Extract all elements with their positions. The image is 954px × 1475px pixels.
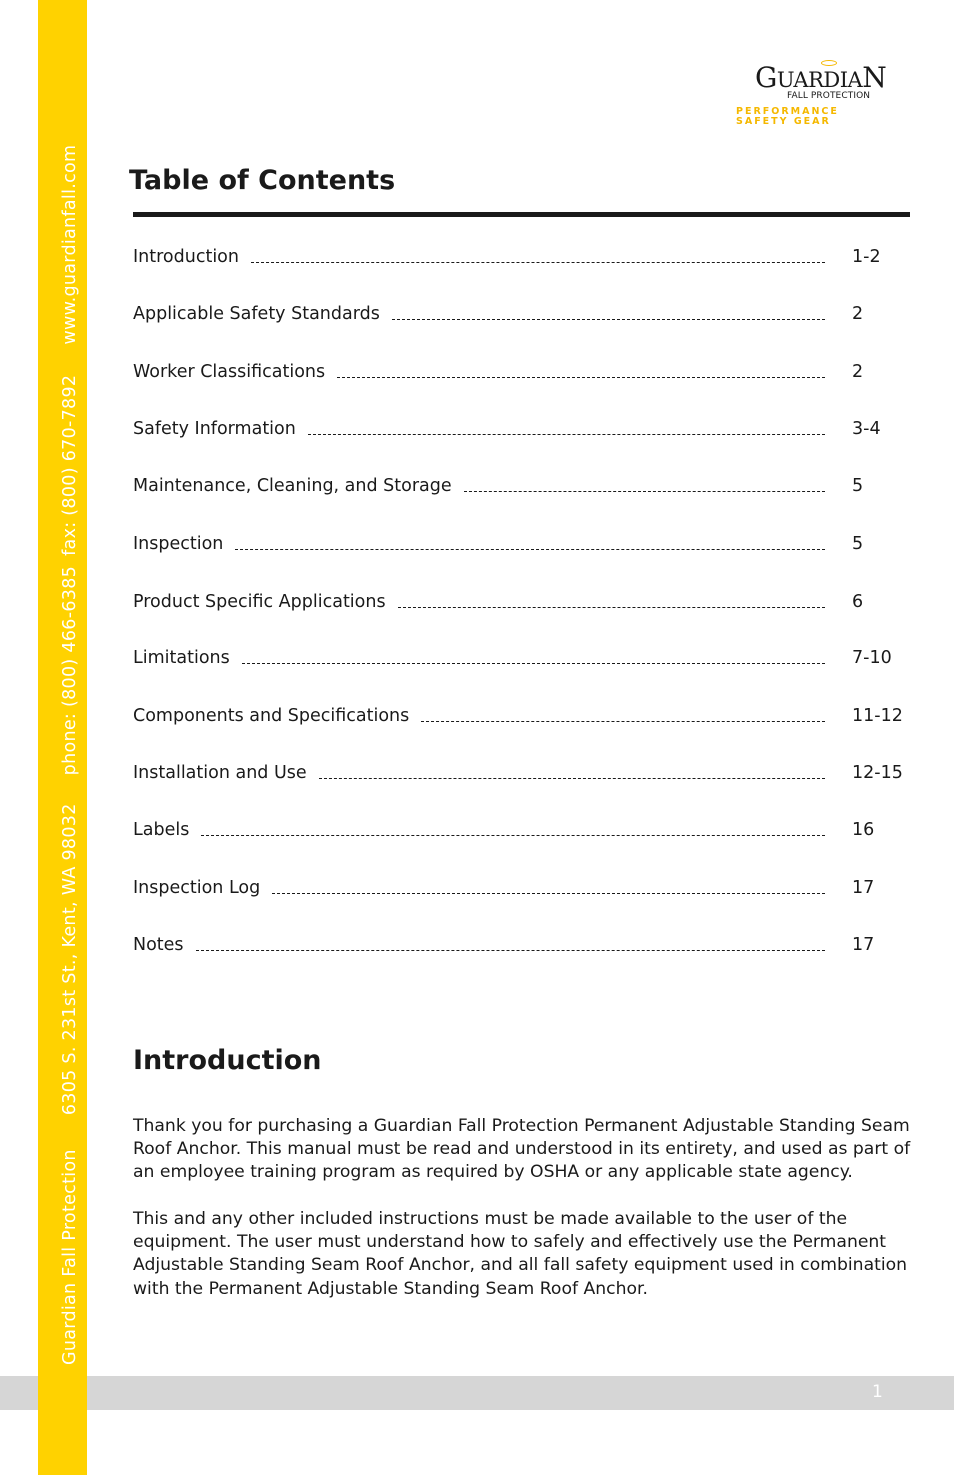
footer-bar	[0, 1376, 954, 1410]
toc-entry-label: Product Specific Applications	[133, 592, 386, 612]
toc-dot-leader	[196, 950, 825, 951]
toc-entry-page: 6	[852, 592, 864, 612]
toc-dot-leader	[464, 491, 825, 492]
toc-dot-leader	[319, 778, 825, 779]
toc-entry-label: Safety Information	[133, 419, 296, 439]
toc-entry	[133, 754, 910, 784]
toc-divider	[133, 212, 910, 217]
toc-entry	[133, 926, 910, 956]
toc-dot-leader	[308, 434, 825, 435]
toc-entry	[133, 639, 910, 669]
toc-entry-page: 7-10	[852, 648, 892, 668]
toc-dot-leader	[242, 663, 825, 664]
toc-entry	[133, 583, 910, 613]
toc-entry-page: 5	[852, 476, 864, 496]
toc-dot-leader	[337, 377, 825, 378]
toc-entry-page: 2	[852, 304, 864, 324]
toc-dot-leader	[235, 549, 825, 550]
toc-dot-leader	[201, 835, 825, 836]
toc-entry-page: 3-4	[852, 419, 881, 439]
toc-entry	[133, 467, 910, 497]
sidebar-address: 6305 S. 231st St., Kent, WA 98032	[60, 803, 80, 1116]
toc-entry	[133, 353, 910, 383]
toc-dot-leader	[398, 607, 825, 608]
sidebar-website: www.guardianfall.com	[60, 144, 80, 345]
toc-dot-leader	[272, 893, 825, 894]
sidebar-contact	[62, 145, 80, 1365]
sidebar-phone: phone: (800) 466-6385	[60, 565, 80, 776]
intro-paragraph-1: Thank you for purchasing a Guardian Fall Protection Permanent Adjustable Standing Seam Roof Anchor. This manual must be read and understood in its entirety, and used as part of an employee training program as required by OSHA or any applicable state agency.	[133, 1116, 911, 1183]
toc-entry-page: 5	[852, 534, 864, 554]
logo-brand: GUARDIAN	[755, 61, 887, 94]
toc-entry-page: 17	[852, 935, 875, 955]
toc-entry-page: 17	[852, 878, 875, 898]
sidebar-company: Guardian Fall Protection	[60, 1149, 80, 1365]
guardian-logo	[735, 61, 895, 127]
toc-entry-page: 1-2	[852, 247, 881, 267]
toc-entry	[133, 697, 910, 727]
toc-entry-label: Maintenance, Cleaning, and Storage	[133, 476, 452, 496]
toc-entry-label: Components and Specifications	[133, 706, 410, 726]
toc-entry-label: Installation and Use	[133, 763, 307, 783]
intro-title: Introduction	[133, 1045, 322, 1076]
intro-paragraph-2: This and any other included instructions must be made available to the user of the equipment. The user must understand how to safely and effectively use the Permanent Adjustable Standing Seam Roof Anchor, and all fall safety equipment used in combination with the Permanent Adjustable Standing Seam Roof Anchor.	[133, 1209, 908, 1299]
toc-entry-page: 2	[852, 362, 864, 382]
toc-entry	[133, 869, 910, 899]
toc-entry	[133, 295, 910, 325]
toc-dot-leader	[251, 262, 825, 263]
logo-tagline: PERFORMANCE SAFETY GEAR	[736, 106, 839, 127]
toc-dot-leader	[392, 319, 825, 320]
sidebar-fax: fax: (800) 670-7892	[60, 374, 80, 556]
toc-entry-page: 16	[852, 820, 875, 840]
page-number: 1	[872, 1382, 883, 1402]
toc-entry-label: Labels	[133, 820, 190, 840]
toc-dot-leader	[421, 721, 825, 722]
toc-entry	[133, 525, 910, 555]
toc-entry-label: Introduction	[133, 247, 239, 267]
toc-entry	[133, 811, 910, 841]
toc-entry-label: Notes	[133, 935, 184, 955]
toc-entry-label: Inspection	[133, 534, 224, 554]
toc-entry-label: Limitations	[133, 648, 230, 668]
toc-title: Table of Contents	[129, 165, 396, 196]
footer-sidebar-segment	[38, 1376, 87, 1410]
toc-entry-label: Applicable Safety Standards	[133, 304, 380, 324]
toc-entry-label: Worker Classifications	[133, 362, 326, 382]
toc-entry-page: 11-12	[852, 706, 903, 726]
toc-entry	[133, 410, 910, 440]
toc-entry-label: Inspection Log	[133, 878, 261, 898]
toc-entry-page: 12-15	[852, 763, 903, 783]
logo-subtitle: FALL PROTECTION	[787, 91, 871, 101]
toc-entry	[133, 238, 910, 268]
